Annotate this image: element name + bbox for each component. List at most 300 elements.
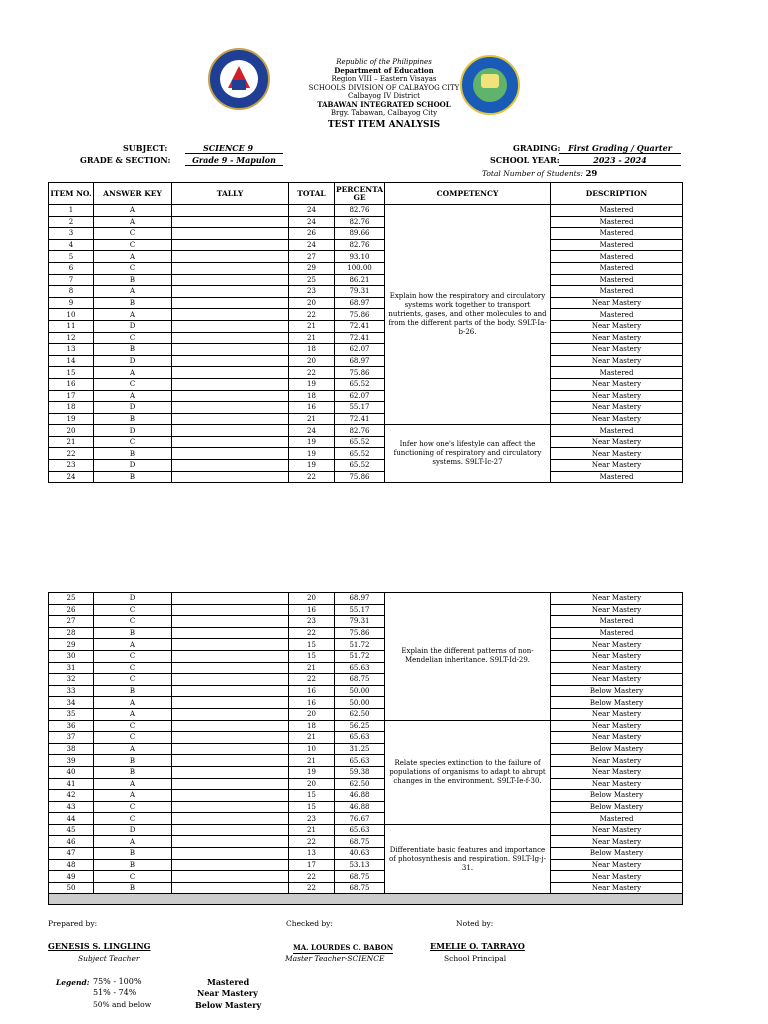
tally (172, 848, 289, 860)
tally (172, 262, 289, 274)
grade-value: Grade 9 - Mapulon (185, 155, 283, 166)
percentage: 82.76 (335, 239, 385, 251)
table-row (49, 766, 683, 778)
tally (172, 813, 289, 825)
percentage: 68.97 (335, 593, 385, 605)
answer-key: C (94, 720, 172, 732)
legend-desc-2: Near Mastery (197, 988, 258, 998)
table-row (49, 639, 683, 651)
total: 15 (289, 650, 335, 662)
table-row (49, 309, 683, 321)
table-row (49, 228, 683, 240)
total: 22 (289, 871, 335, 883)
tally (172, 627, 289, 639)
grading-value: First Grading / Quarter (559, 143, 681, 154)
table-row (49, 262, 683, 274)
col-tally: TALLY (172, 183, 289, 205)
tally (172, 402, 289, 414)
percentage: 68.75 (335, 871, 385, 883)
item-no: 13 (49, 344, 94, 356)
region-line: Region VIII – Eastern Visayas (331, 75, 437, 83)
item-no: 6 (49, 262, 94, 274)
table-row (49, 743, 683, 755)
total: 19 (289, 378, 335, 390)
total: 16 (289, 402, 335, 414)
legend-label: Legend: (56, 978, 90, 987)
table-row (49, 859, 683, 871)
tally (172, 604, 289, 616)
item-analysis-table-1 (48, 182, 683, 483)
percentage: 31.25 (335, 743, 385, 755)
tally (172, 732, 289, 744)
answer-key: A (94, 708, 172, 720)
legend-range-2: 51% - 74% (93, 988, 137, 997)
table-row (49, 344, 683, 356)
tally (172, 871, 289, 883)
tally (172, 367, 289, 379)
item-no: 8 (49, 286, 94, 298)
answer-key: D (94, 593, 172, 605)
percentage: 86.21 (335, 274, 385, 286)
table-row (49, 708, 683, 720)
answer-key: B (94, 766, 172, 778)
percentage: 65.52 (335, 448, 385, 460)
percentage: 100.00 (335, 262, 385, 274)
description: Below Mastery (551, 801, 683, 813)
description: Near Mastery (551, 604, 683, 616)
table-row (49, 448, 683, 460)
answer-key: D (94, 402, 172, 414)
description: Near Mastery (551, 824, 683, 836)
percentage: 65.63 (335, 824, 385, 836)
percentage: 46.88 (335, 790, 385, 802)
table-row (49, 436, 683, 448)
answer-key: C (94, 228, 172, 240)
description: Below Mastery (551, 743, 683, 755)
total: 23 (289, 616, 335, 628)
checked-by-label: Checked by: (286, 919, 333, 928)
subject-value: SCIENCE 9 (185, 143, 283, 154)
total: 19 (289, 460, 335, 472)
description: Near Mastery (551, 882, 683, 894)
percentage: 76.67 (335, 813, 385, 825)
answer-key: B (94, 413, 172, 425)
item-no: 33 (49, 685, 94, 697)
legend-desc-3: Below Mastery (195, 1000, 262, 1010)
total: 21 (289, 755, 335, 767)
item-no: 46 (49, 836, 94, 848)
percentage: 75.86 (335, 471, 385, 483)
tally (172, 425, 289, 437)
competency: Relate species extinction to the failure of populations of organisms to adapt to abrupt changes in the environment. S9LT-Ie-f-30. (385, 720, 551, 824)
checked-title: Master Teacher-SCIENCE (285, 954, 385, 963)
tally (172, 378, 289, 390)
description: Near Mastery (551, 674, 683, 686)
answer-key: D (94, 425, 172, 437)
percentage: 75.86 (335, 627, 385, 639)
percentage: 82.76 (335, 205, 385, 217)
total: 21 (289, 332, 335, 344)
total: 22 (289, 471, 335, 483)
total: 22 (289, 309, 335, 321)
description: Near Mastery (551, 355, 683, 367)
percentage: 62.07 (335, 344, 385, 356)
page-title: TEST ITEM ANALYSIS (327, 120, 441, 130)
total: 13 (289, 848, 335, 860)
table-row (49, 471, 683, 483)
tally (172, 286, 289, 298)
percentage: 72.41 (335, 332, 385, 344)
percentage: 62.50 (335, 778, 385, 790)
percentage: 68.97 (335, 297, 385, 309)
description: Near Mastery (551, 650, 683, 662)
total: 22 (289, 836, 335, 848)
col-total: TOTAL (289, 183, 335, 205)
table-row (49, 413, 683, 425)
description: Near Mastery (551, 720, 683, 732)
noted-by-label: Noted by: (456, 919, 494, 928)
description: Near Mastery (551, 778, 683, 790)
percentage: 68.97 (335, 355, 385, 367)
percentage: 65.63 (335, 732, 385, 744)
item-no: 21 (49, 436, 94, 448)
table-row (49, 239, 683, 251)
percentage: 82.76 (335, 216, 385, 228)
description: Below Mastery (551, 685, 683, 697)
item-no: 3 (49, 228, 94, 240)
competency: Differentiate basic features and importance of photosynthesis and respiration. S9LT-Ig-j-31. (385, 824, 551, 894)
percentage: 46.88 (335, 801, 385, 813)
percentage: 75.86 (335, 309, 385, 321)
tally (172, 836, 289, 848)
table-row (49, 697, 683, 709)
percentage: 79.31 (335, 616, 385, 628)
school-year-value: 2023 - 2024 (559, 155, 681, 166)
grading-label: GRADING: (513, 143, 561, 153)
table-row (49, 836, 683, 848)
total: 20 (289, 355, 335, 367)
answer-key: A (94, 205, 172, 217)
total: 22 (289, 627, 335, 639)
item-no: 37 (49, 732, 94, 744)
percentage: 51.72 (335, 650, 385, 662)
table-row (49, 604, 683, 616)
item-no: 32 (49, 674, 94, 686)
percentage: 68.75 (335, 836, 385, 848)
description: Mastered (551, 228, 683, 240)
description: Near Mastery (551, 448, 683, 460)
answer-key: D (94, 824, 172, 836)
item-no: 23 (49, 460, 94, 472)
item-no: 34 (49, 697, 94, 709)
district-line: Calbayog IV District (348, 92, 420, 100)
description: Below Mastery (551, 697, 683, 709)
description: Mastered (551, 627, 683, 639)
tally (172, 650, 289, 662)
answer-key: B (94, 685, 172, 697)
legend-desc-1: Mastered (207, 977, 250, 987)
table-row (49, 425, 683, 437)
item-no: 43 (49, 801, 94, 813)
table-row (49, 390, 683, 402)
item-no: 42 (49, 790, 94, 802)
percentage: 68.75 (335, 882, 385, 894)
prepared-by-label: Prepared by: (48, 919, 98, 928)
total: 19 (289, 448, 335, 460)
total: 15 (289, 639, 335, 651)
item-no: 17 (49, 390, 94, 402)
answer-key: C (94, 239, 172, 251)
answer-key: D (94, 355, 172, 367)
address-line: Brgy. Tabawan, Calbayog City (330, 109, 438, 117)
tally (172, 413, 289, 425)
description: Mastered (551, 239, 683, 251)
description: Near Mastery (551, 320, 683, 332)
tally (172, 228, 289, 240)
total: 19 (289, 766, 335, 778)
table-row (49, 378, 683, 390)
tally (172, 332, 289, 344)
total: 20 (289, 297, 335, 309)
description: Mastered (551, 262, 683, 274)
tally (172, 355, 289, 367)
table-row (49, 402, 683, 414)
description: Mastered (551, 813, 683, 825)
answer-key: C (94, 732, 172, 744)
tally (172, 778, 289, 790)
item-no: 22 (49, 448, 94, 460)
tally (172, 390, 289, 402)
percentage: 65.63 (335, 755, 385, 767)
table-row (49, 882, 683, 894)
item-no: 15 (49, 367, 94, 379)
total: 19 (289, 436, 335, 448)
total: 25 (289, 274, 335, 286)
table-row (49, 674, 683, 686)
col-description: DESCRIPTION (551, 183, 683, 205)
total: 29 (289, 262, 335, 274)
answer-key: C (94, 871, 172, 883)
item-no: 19 (49, 413, 94, 425)
total: 24 (289, 425, 335, 437)
tally (172, 344, 289, 356)
table-row (49, 813, 683, 825)
description: Near Mastery (551, 755, 683, 767)
item-no: 26 (49, 604, 94, 616)
description: Near Mastery (551, 402, 683, 414)
percentage: 93.10 (335, 251, 385, 263)
percentage: 40.63 (335, 848, 385, 860)
tally (172, 251, 289, 263)
percentage: 55.17 (335, 402, 385, 414)
tally (172, 593, 289, 605)
tally (172, 436, 289, 448)
item-no: 39 (49, 755, 94, 767)
tally (172, 216, 289, 228)
competency: Explain the different patterns of non-Mendelian inheritance. S9LT-Id-29. (385, 593, 551, 721)
answer-key: B (94, 848, 172, 860)
table-row (49, 720, 683, 732)
percentage: 65.52 (335, 436, 385, 448)
tally (172, 297, 289, 309)
tally (172, 274, 289, 286)
republic-line: Republic of the Philippines (336, 58, 432, 66)
table-row (49, 755, 683, 767)
total: 16 (289, 604, 335, 616)
tally (172, 205, 289, 217)
description: Near Mastery (551, 871, 683, 883)
col-item-no: ITEM NO. (49, 183, 94, 205)
answer-key: B (94, 627, 172, 639)
total: 20 (289, 708, 335, 720)
total: 23 (289, 286, 335, 298)
description: Near Mastery (551, 732, 683, 744)
prepared-title: Subject Teacher (78, 954, 140, 963)
percentage: 62.07 (335, 390, 385, 402)
total: 21 (289, 824, 335, 836)
item-no: 14 (49, 355, 94, 367)
percentage: 53.13 (335, 859, 385, 871)
tally (172, 697, 289, 709)
item-no: 31 (49, 662, 94, 674)
description: Near Mastery (551, 378, 683, 390)
table-row (49, 685, 683, 697)
item-no: 45 (49, 824, 94, 836)
item-no: 1 (49, 205, 94, 217)
tally (172, 639, 289, 651)
description: Near Mastery (551, 639, 683, 651)
tally (172, 674, 289, 686)
answer-key: A (94, 390, 172, 402)
grade-label: GRADE & SECTION: (80, 155, 171, 165)
item-no: 18 (49, 402, 94, 414)
answer-key: A (94, 251, 172, 263)
percentage: 65.52 (335, 378, 385, 390)
description: Near Mastery (551, 297, 683, 309)
tally (172, 824, 289, 836)
total: 22 (289, 882, 335, 894)
tally (172, 720, 289, 732)
description: Mastered (551, 367, 683, 379)
total: 20 (289, 778, 335, 790)
tally (172, 448, 289, 460)
percentage: 68.75 (335, 674, 385, 686)
school-line: TABAWAN INTEGRATED SCHOOL (317, 99, 451, 109)
subject-label: SUBJECT: (123, 143, 168, 153)
answer-key: A (94, 216, 172, 228)
item-no: 10 (49, 309, 94, 321)
answer-key: A (94, 286, 172, 298)
answer-key: B (94, 471, 172, 483)
students-label: Total Number of Students: (482, 169, 584, 178)
description: Near Mastery (551, 413, 683, 425)
tally (172, 320, 289, 332)
percentage: 82.76 (335, 425, 385, 437)
item-no: 12 (49, 332, 94, 344)
tally (172, 801, 289, 813)
tally (172, 882, 289, 894)
answer-key: A (94, 367, 172, 379)
col-answer-key: ANSWER KEY (94, 183, 172, 205)
description: Near Mastery (551, 390, 683, 402)
tally (172, 790, 289, 802)
tally (172, 460, 289, 472)
item-no: 24 (49, 471, 94, 483)
percentage: 62.50 (335, 708, 385, 720)
tally (172, 616, 289, 628)
checked-name: MA. LOURDES C. BABON (293, 943, 394, 952)
description: Near Mastery (551, 766, 683, 778)
description: Near Mastery (551, 593, 683, 605)
footer-bar (49, 894, 683, 905)
table-row (49, 274, 683, 286)
description: Mastered (551, 286, 683, 298)
answer-key: B (94, 297, 172, 309)
percentage: 55.17 (335, 604, 385, 616)
table-row (49, 871, 683, 883)
item-no: 29 (49, 639, 94, 651)
item-no: 35 (49, 708, 94, 720)
students-value: 29 (585, 169, 598, 179)
percentage: 51.72 (335, 639, 385, 651)
description: Mastered (551, 471, 683, 483)
total: 15 (289, 801, 335, 813)
percentage: 75.86 (335, 367, 385, 379)
description: Near Mastery (551, 344, 683, 356)
table-row (49, 297, 683, 309)
answer-key: B (94, 882, 172, 894)
answer-key: C (94, 436, 172, 448)
description: Near Mastery (551, 708, 683, 720)
answer-key: B (94, 859, 172, 871)
description: Mastered (551, 205, 683, 217)
answer-key: C (94, 674, 172, 686)
deped-line: Department of Education (334, 65, 434, 75)
answer-key: B (94, 448, 172, 460)
percentage: 56.25 (335, 720, 385, 732)
table-row (49, 778, 683, 790)
description: Near Mastery (551, 836, 683, 848)
answer-key: C (94, 813, 172, 825)
division-line: SCHOOLS DIVISION OF CALBAYOG CITY (308, 83, 460, 92)
item-no: 27 (49, 616, 94, 628)
percentage: 72.41 (335, 413, 385, 425)
total: 17 (289, 859, 335, 871)
item-no: 2 (49, 216, 94, 228)
table-header-row (49, 183, 683, 205)
table-row (49, 662, 683, 674)
noted-title: School Principal (444, 954, 507, 963)
table-row (49, 824, 683, 836)
answer-key: A (94, 778, 172, 790)
total: 10 (289, 743, 335, 755)
total: 23 (289, 813, 335, 825)
table-row (49, 367, 683, 379)
total: 15 (289, 790, 335, 802)
item-no: 48 (49, 859, 94, 871)
percentage: 59.38 (335, 766, 385, 778)
description: Near Mastery (551, 460, 683, 472)
item-no: 16 (49, 378, 94, 390)
col-percentage: PERCENTAGE (335, 183, 385, 205)
percentage: 65.63 (335, 662, 385, 674)
table-row (49, 616, 683, 628)
tally (172, 859, 289, 871)
total: 21 (289, 732, 335, 744)
table-row (49, 332, 683, 344)
description: Mastered (551, 216, 683, 228)
tally (172, 755, 289, 767)
